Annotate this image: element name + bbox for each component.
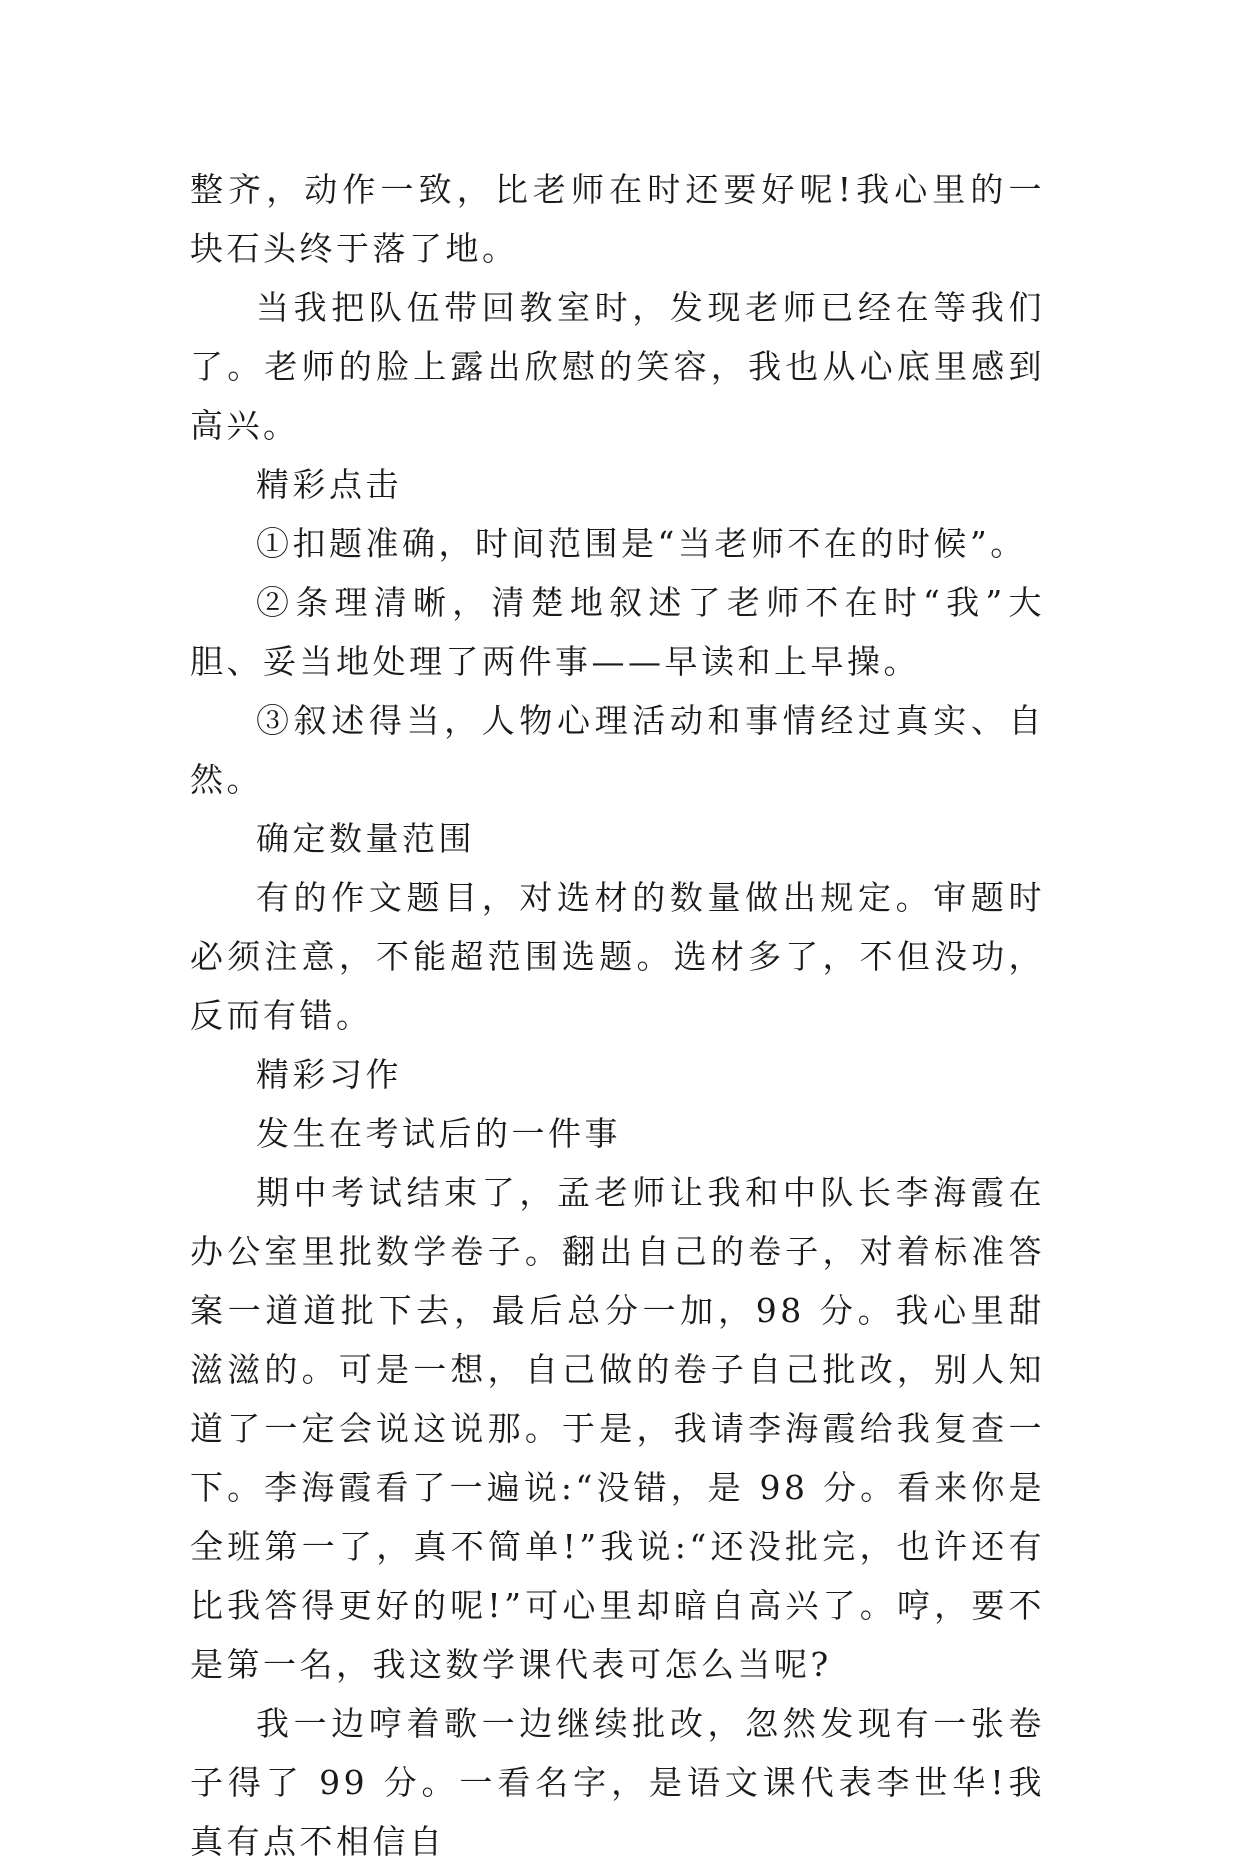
paragraph-continuation: 整齐，动作一致，比老师在时还要好呢!我心里的一块石头终于落了地。: [190, 170, 1045, 268]
highlight-point-1: ①扣题准确，时间范围是“当老师不在的时候”。: [256, 524, 1027, 563]
section-heading-quantity-scope: 确定数量范围: [256, 819, 475, 858]
section-heading-sample-essay: 精彩习作: [256, 1055, 402, 1094]
section-heading-highlights: 精彩点击: [256, 465, 402, 504]
essay-paragraph-1: 期中考试结束了，孟老师让我和中队长李海霞在办公室里批数学卷子。翻出自己的卷子，对着标准答案一道道批下去，最后总分一加，98 分。我心里甜滋滋的。可是一想，自己做的卷子自己批改，别人知道了一定会说这说那。于是，我请李海霞给我复查一下。李海霞看了一遍说:“没错，是 98 分。看来你是全班第一了，真不简单!”我说:“还没批完，也许还有比我答得更好的呢!”可心里却暗自高兴了。哼，要不是第一名，我这数学课代表可怎么当呢?: [190, 1173, 1045, 1684]
highlight-point-3: ③叙述得当，人物心理活动和事情经过真实、自然。: [190, 701, 1045, 799]
essay-paragraph-2: 我一边哼着歌一边继续批改，忽然发现有一张卷子得了 99 分。一看名字，是语文课代表李世华!我真有点不相信自: [190, 1704, 1045, 1861]
essay-title: 发生在考试后的一件事: [256, 1114, 621, 1153]
highlight-point-2: ②条理清晰，清楚地叙述了老师不在时“我”大胆、妥当地处理了两件事——早读和上早操。: [190, 583, 1045, 681]
paragraph-return-classroom: 当我把队伍带回教室时，发现老师已经在等我们了。老师的脸上露出欣慰的笑容，我也从心底里感到高兴。: [190, 288, 1045, 445]
paragraph-quantity-scope: 有的作文题目，对选材的数量做出规定。审题时必须注意，不能超范围选题。选材多了，不但没功，反而有错。: [190, 878, 1045, 1035]
document-body: [190, 160, 1045, 1871]
